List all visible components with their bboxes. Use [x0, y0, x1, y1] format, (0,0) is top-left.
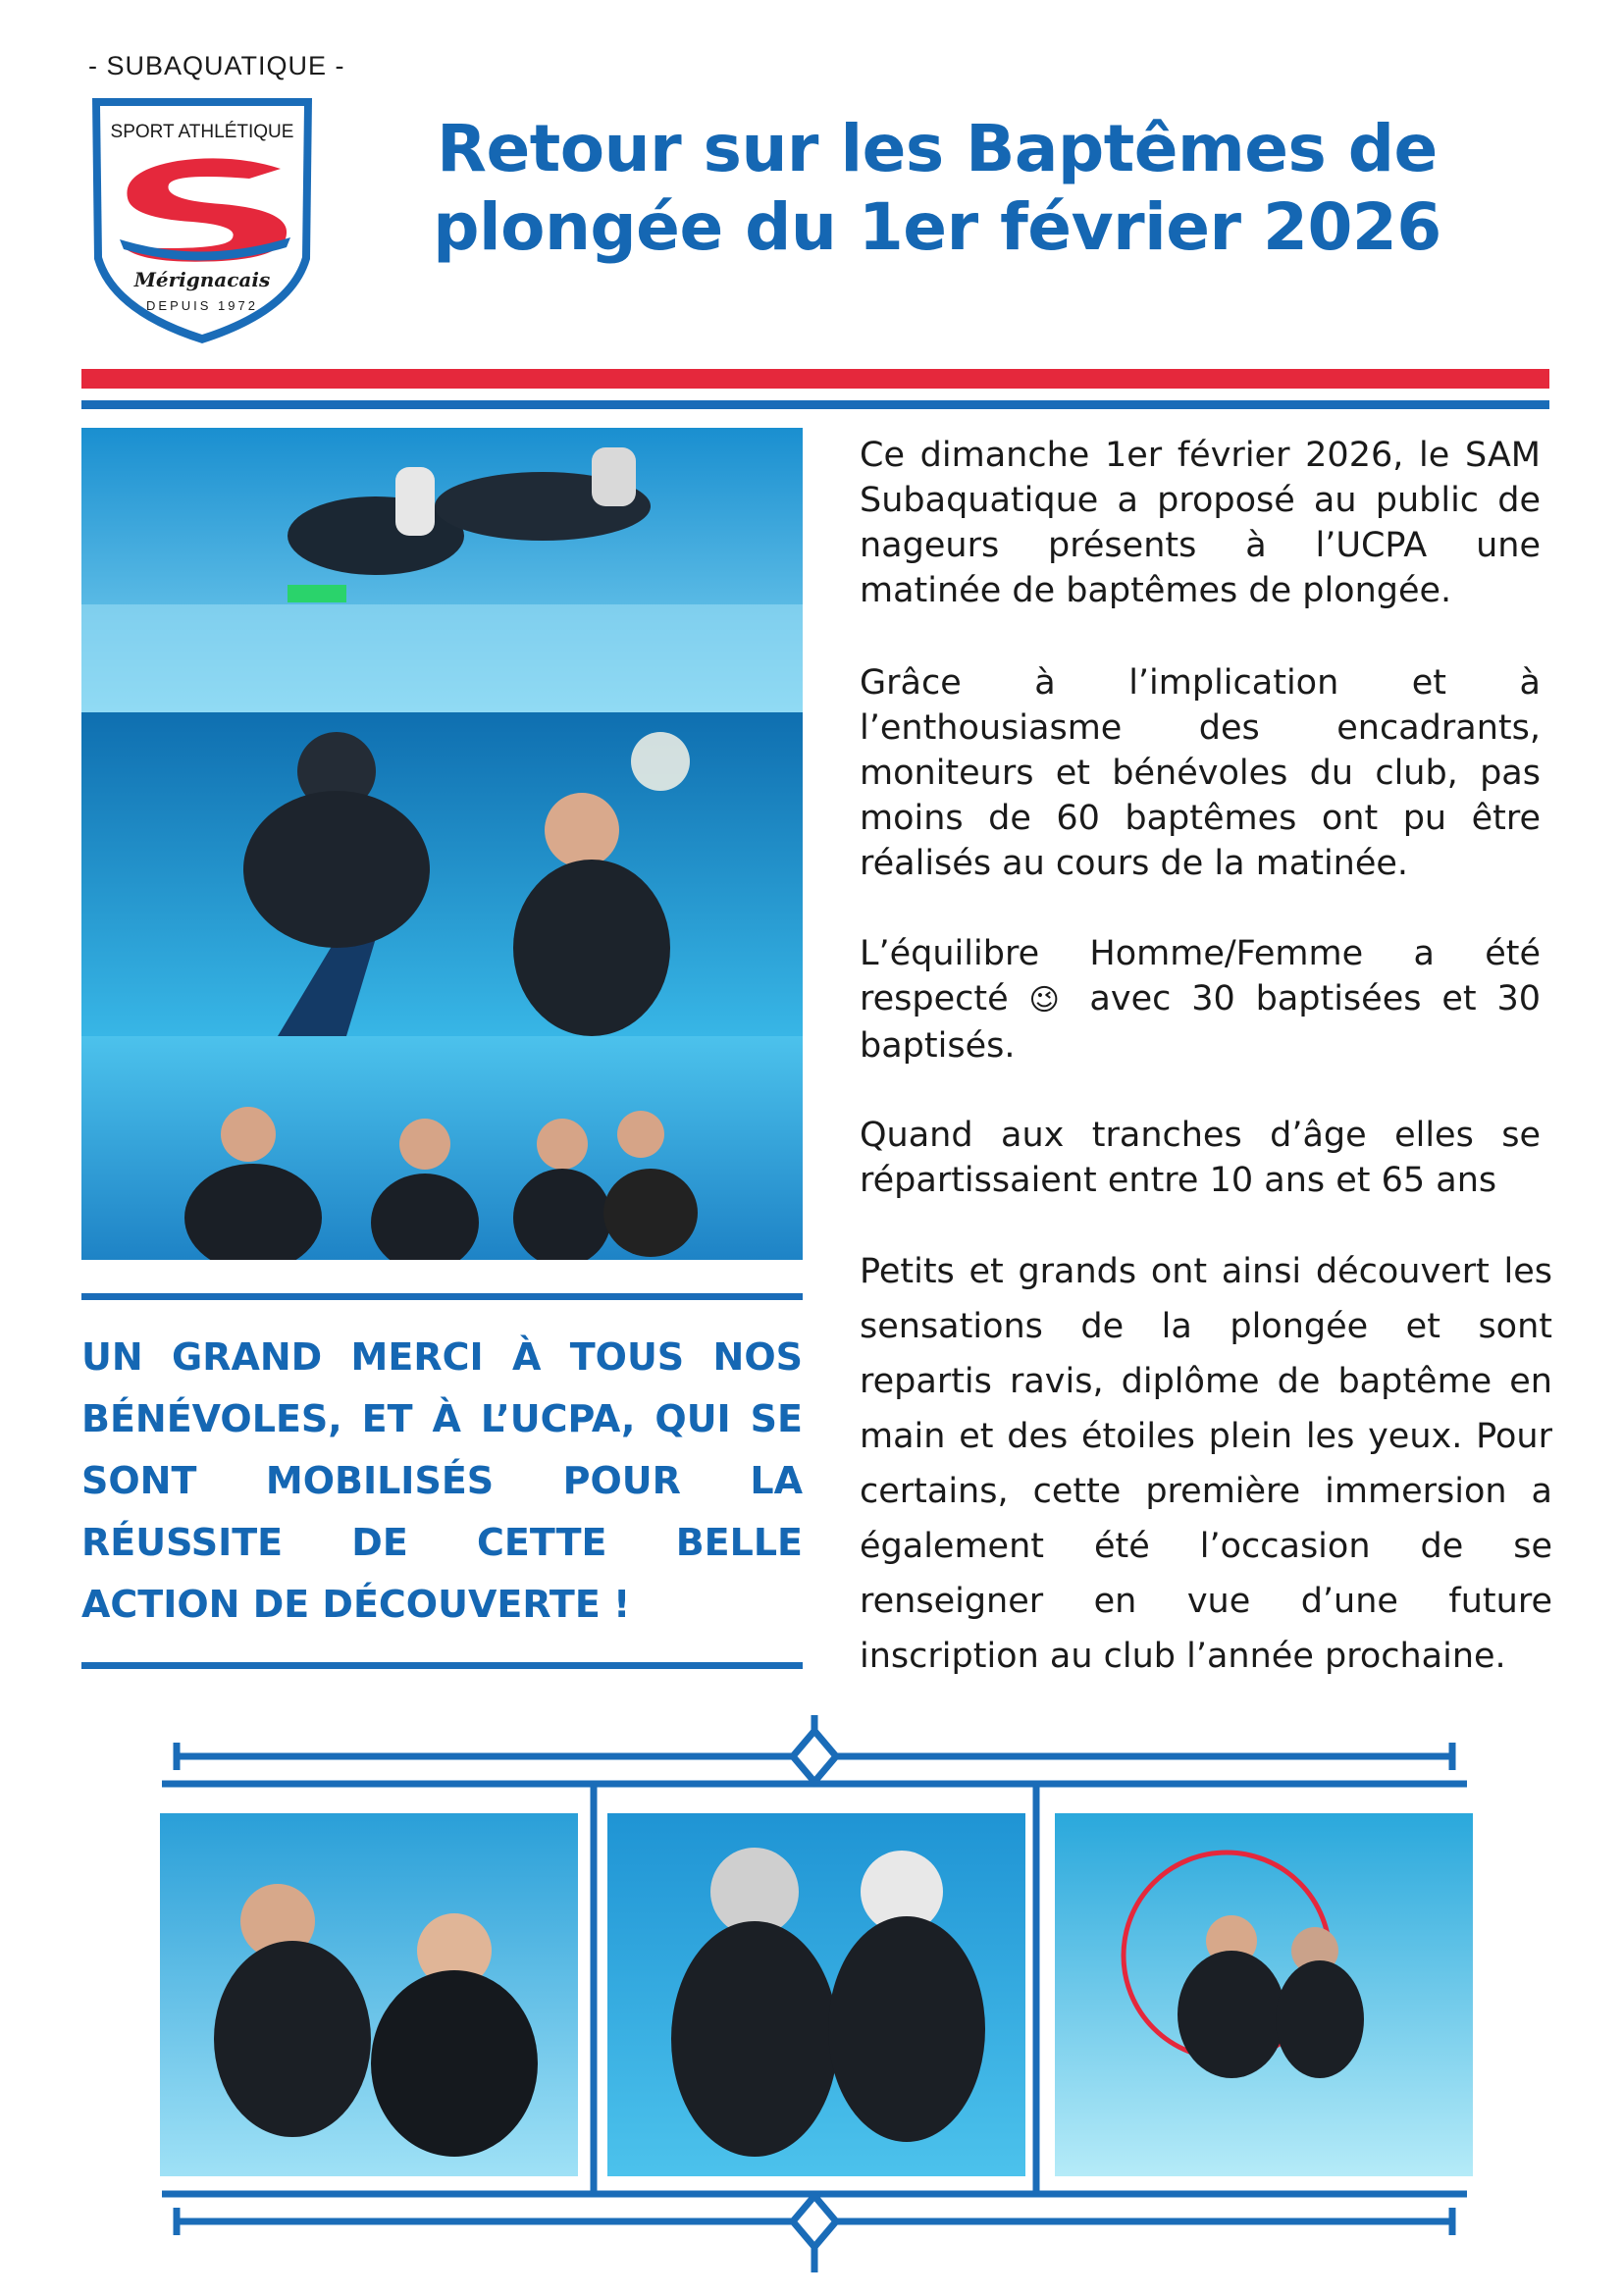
photo-divers-with-red-hoop: [1055, 1813, 1473, 2176]
balance-paragraph: [860, 931, 1541, 1069]
intro-paragraph: Ce dimanche 1er février 2026, le SAM Subaquatique a proposé au public de nageurs présents à l’UCPA une matinée de baptêmes de plongée.: [860, 436, 1541, 610]
logo-wordmark: - SUBAQUATIQUE -: [88, 51, 345, 80]
club-logo-shield: [84, 92, 320, 347]
page-title: Retour sur les Baptêmes de plongée du 1er février 2026: [433, 111, 1441, 265]
age-paragraph: Quand aux tranches d’âge elles se répartissaient entre 10 ans et 65 ans: [860, 1116, 1541, 1200]
outcome-paragraph: Petits et grands ont ainsi découvert les sensations de la plongée et sont repartis ravis, diplôme de baptême en main et des étoiles plein les yeux. Pour certains, cette première immersion a également été l’occasion de se renseigner en vue d’une future inscription au club l’année prochaine.: [860, 1252, 1552, 1676]
thanks-rule-top: [81, 1293, 803, 1300]
thanks-rule-bottom: [81, 1662, 803, 1669]
photo-two-divers-waving: [160, 1813, 578, 2176]
photo-children-heart-gestures: [81, 712, 803, 1036]
balance-text-end: avec 30 baptisées et 30 baptisés.: [860, 979, 1541, 1066]
thanks-message: UN GRAND MERCI À TOUS NOS BÉNÉVOLES, ET À L’UCPA, QUI SE SONT MOBILISÉS POUR LA RÉUSSITE DE CETTE BELLE ACTION DE DÉCOUVERTE !: [81, 1335, 803, 1626]
photo-divers-pool-floor: [81, 428, 803, 712]
photo-group-of-divers: [81, 1036, 803, 1260]
header-stripe-red: [81, 369, 1549, 389]
logo-top-text: SPORT ATHLÉTIQUE: [110, 122, 294, 142]
balance-text-start: L’équilibre Homme/Femme a été respecté: [860, 934, 1541, 1018]
volunteers-paragraph: Grâce à l’implication et à l’enthousiasme des encadrants, moniteurs et bénévoles du club, pas moins de 60 baptêmes ont pu être réalisés au cours de la matinée.: [860, 663, 1541, 883]
logo-club-name: Mérignacais: [133, 268, 271, 291]
header-stripe-blue: [81, 400, 1549, 409]
photo-two-divers-facing-camera: [607, 1813, 1025, 2176]
logo-since: DEPUIS 1972: [146, 298, 258, 313]
wink-emoji-icon: 😉: [1028, 983, 1070, 1018]
